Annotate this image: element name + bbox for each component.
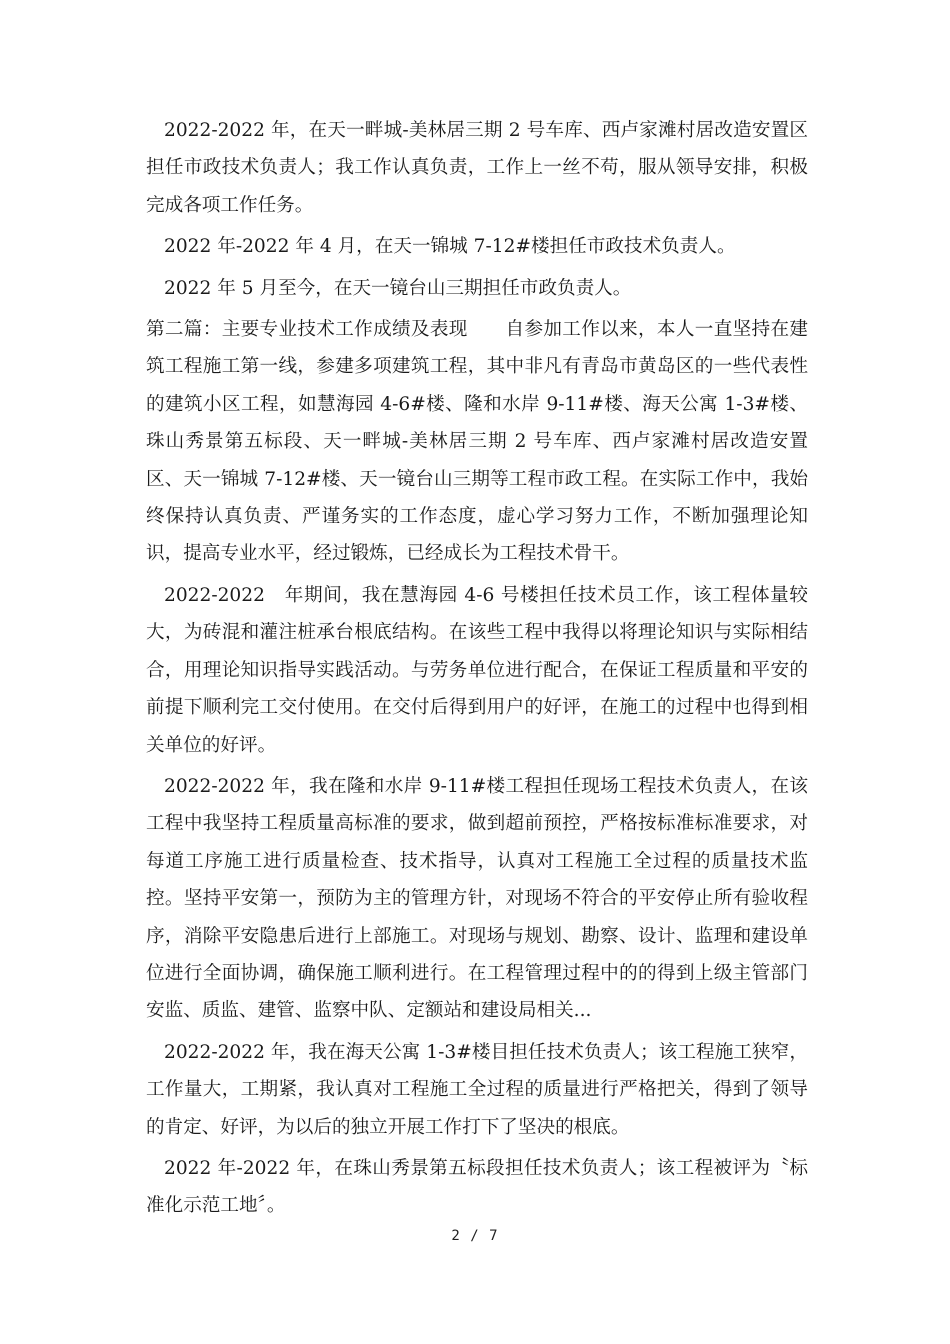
paragraph-2: 2022 年-2022 年 4 月，在天一锦城 7-12#楼担任市政技术负责人。 [164, 236, 736, 258]
paragraph-8: 2022 年-2022 年，在珠山秀景第五标段担任技术负责人；该工程被评为〝标准化示范工地〞。 [146, 1157, 808, 1217]
paragraph-7: 2022-2022 年，我在海天公寓 1-3#楼目担任技术负责人；该工程施工狭窄，工作量大，工期紧，我认真对工程施工全过程的质量进行严格把关，得到了领导的肯定、好评，为以后的独立开展工作打下了坚决的根底。 [146, 1041, 808, 1138]
paragraph-6: 2022-2022 年，我在隆和水岸 9-11#楼工程担任现场工程技术负责人，在该工程中我坚持工程质量高标准的要求，做到超前预控，严格按标准标准要求，对每道工序施工进行质量检查、技术指导，认真对工程施工全过程的质量技术监控。坚持平安第一，预防为主的管理方针，对现场不符合的平安停止所有验收程序，消除平安隐患后进行上部施工。对现场与规划、勘察、设计、监理和建设单位进行全面协调，确保施工顺利进行。在工程管理过程中的的得到上级主管部门安监、质监、建管、监察中队、定额站和建设局相关... [146, 775, 808, 1022]
paragraph-1: 2022-2022 年，在天一畔城-美林居三期 2 号车库、西卢家滩村居改造安置区担任市政技术负责人；我工作认真负责，工作上一丝不苟，服从领导安排，积极完成各项工作任务。 [146, 120, 808, 216]
document-body [146, 112, 808, 1229]
page-number: 2 / 7 [451, 1228, 499, 1244]
paragraph-section-heading: 第二篇：主要专业技术工作成绩及表现 自参加工作以来，本人一直坚持在建筑工程施工第一线，参建多项建筑工程，其中非凡有青岛市黄岛区的一些代表性的建筑小区工程，如慧海园 4-6#楼、隆和水岸 9-11#楼、海天公寓 1-3#楼、珠山秀景第五标段、天一畔城-美林居三期 2 号车库、西卢家滩村居改造安置区、天一锦城 7-12#楼、天一镜台山三期等工程市政工程。在实际工作中，我始终保持认真负责、严谨务实的工作态度，虚心学习努力工作，不断加强理论知识，提高专业水平，经过锻炼，已经成长为工程技术骨干。 [146, 319, 808, 565]
paragraph-5: 2022-2022 年期间，我在慧海园 4-6 号楼担任技术员工作，该工程体量较大，为砖混和灌注桩承台根底结构。在该些工程中我得以将理论知识与实际相结合，用理论知识指导实践活动。与劳务单位进行配合，在保证工程质量和平安的前提下顺利完工交付使用。在交付后得到用户的好评，在施工的过程中也得到相关单位的好评。 [146, 584, 808, 756]
paragraph-3: 2022 年 5 月至今，在天一镜台山三期担任市政负责人。 [164, 277, 632, 299]
